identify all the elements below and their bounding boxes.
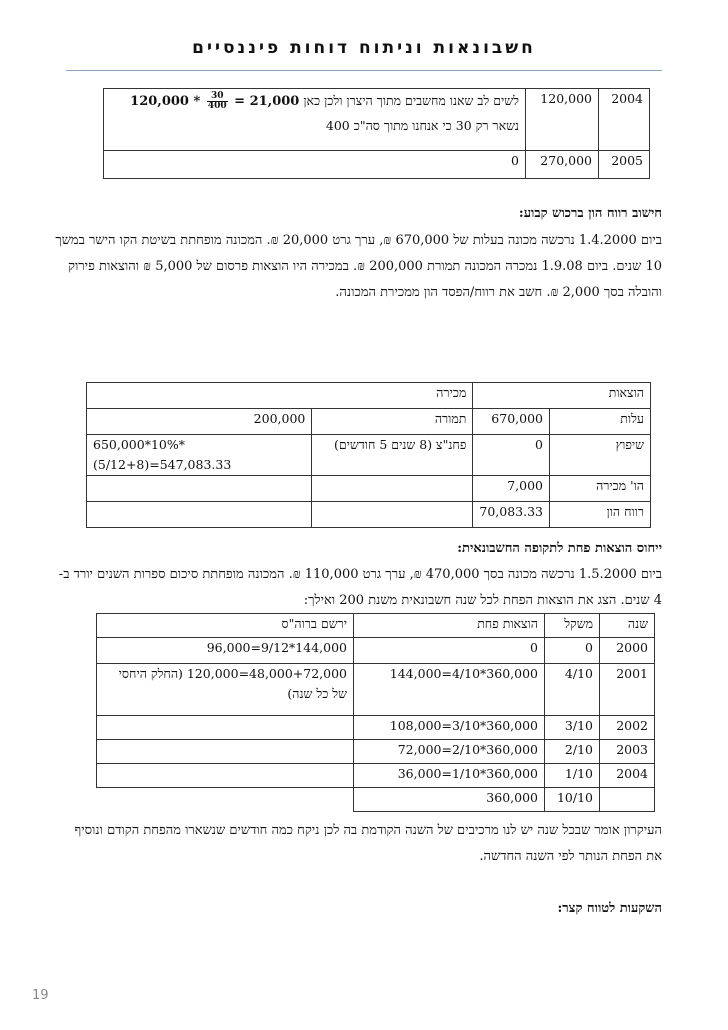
table-capital-gain — [86, 382, 651, 528]
formula-note: נשאר רק 30 כי אנחנו מתוך סה"כ 400 — [325, 118, 519, 133]
table-row — [97, 638, 655, 664]
table-cell-income-statement — [97, 740, 354, 764]
table-cell-year: 2005 — [599, 151, 650, 179]
formula-text: לשים לב שאנו מחשבים מתוך היצרן ולכן כאן — [303, 93, 519, 108]
table-cell-sale-label: תמורה — [312, 409, 473, 435]
table-header-sale: מכירה — [87, 383, 473, 409]
table-row — [97, 764, 655, 788]
table-cell-year — [600, 788, 655, 812]
table-cell-depreciation: 0 — [354, 638, 545, 664]
table-row — [104, 89, 650, 151]
table-cell-sale-value: 200,000 — [87, 409, 312, 435]
table-row — [97, 740, 655, 764]
table-row — [97, 788, 655, 812]
section-heading-depreciation: ייחוס הוצאות פחת לתקופה החשבונאית: — [457, 541, 662, 556]
section-heading-capital-gain: חישוב רווח הון ברכוש קבוע: — [518, 206, 662, 221]
paragraph-line: ביום 1.5.2000 נרכשה מכונה בסך 470,000 ₪, ערך גרט 110,000 ₪. המכונה מופחתת סיכום ספרות השנים יורד ב- — [58, 567, 662, 582]
table-cell-income-statement — [97, 764, 354, 788]
table-header-year: שנה — [600, 614, 655, 638]
table-row — [104, 151, 650, 179]
table-cell-income-statement — [97, 716, 354, 740]
section-paragraph-capital-gain — [52, 228, 662, 306]
table-header-depreciation: הוצאות פחת — [354, 614, 545, 638]
formula-math — [130, 91, 300, 111]
paragraph-line: 4 שנים. הצג את הוצאות הפחת לכל שנה חשבונאית משנת 200 ואילך: — [303, 593, 662, 608]
paragraph-line: והובלה בסך 2,000 ₪. חשב את רווח/הפסד הון ממכירת המכונה. — [335, 285, 662, 300]
table-cell-label: עלות — [550, 409, 651, 435]
table-cell-sale-label — [312, 502, 473, 528]
paragraph-line: ביום 1.4.2000 נרכשה מכונה בעלות של 670,000 ₪, ערך גרט 20,000 ₪. המכונה מופחתת בשיטת הקו הישר במשך — [55, 233, 662, 248]
header-divider — [66, 70, 662, 71]
table-cell-value: 7,000 — [473, 476, 550, 502]
table-cell-depreciation: 360,000 — [354, 788, 545, 812]
table-cell-year: 2004 — [600, 764, 655, 788]
table-cell-weight: 10/10 — [545, 788, 600, 812]
table-row — [87, 435, 651, 476]
table-depreciation-summary — [103, 88, 650, 179]
table-cell-calc: 0 — [104, 151, 526, 179]
table-row — [97, 716, 655, 740]
table-cell-depreciation: 360,000*4/10=144,000 — [354, 664, 545, 716]
table-header-weight: משקל — [545, 614, 600, 638]
table-row — [87, 383, 651, 409]
table-cell-label: רווח הון — [550, 502, 651, 528]
table-row — [87, 502, 651, 528]
table-cell-depreciation: 360,000*2/10=72,000 — [354, 740, 545, 764]
formula-fraction — [207, 92, 228, 111]
table-cell-weight: 4/10 — [545, 664, 600, 716]
table-header-expenses: הוצאות — [473, 383, 651, 409]
table-cell-year: 2000 — [600, 638, 655, 664]
table-cell-income-statement: 144,000*9/12=96,000 — [97, 638, 354, 664]
section-heading-short-term-investments: השקעות לטווח קצר: — [557, 901, 662, 916]
paragraph-line: העיקרון אומר שבכל שנה יש לנו מרכיבים של השנה הקודמת בה לכן ניקח כמה חודשים שנשארו מהפחת הקודם ונוסיף — [74, 823, 662, 838]
paragraph-line: 10 שנים. ביום 1.9.08 נמכרה המכונה תמורת 200,000 ₪. במכירה היו הוצאות פרסום של 5,000 ₪ והוצאות פירוק — [68, 259, 662, 274]
table-cell-value: 120,000 — [526, 89, 599, 151]
table-cell-year: 2001 — [600, 664, 655, 716]
table-cell-calc — [104, 89, 526, 151]
table-depreciation-by-year — [96, 613, 655, 812]
table-cell-weight: 3/10 — [545, 716, 600, 740]
table-cell-weight: 2/10 — [545, 740, 600, 764]
fraction-denominator: 400 — [207, 101, 227, 111]
table-cell-depreciation: 360,000*1/10=36,000 — [354, 764, 545, 788]
table-cell-sale-value — [87, 502, 312, 528]
table-row — [97, 614, 655, 638]
table-cell-sale-label: פחנ"צ (8 שנים 5 חודשים) — [312, 435, 473, 476]
table-row — [87, 476, 651, 502]
table-cell-value: 70,083.33 — [473, 502, 550, 528]
table-cell-depreciation: 360,000*3/10=108,000 — [354, 716, 545, 740]
table-cell-value: 670,000 — [473, 409, 550, 435]
table-cell-sale-label — [312, 476, 473, 502]
table-cell-weight: 0 — [545, 638, 600, 664]
formula-prefix: 120,000 * — [130, 94, 201, 109]
table-cell-label: הו' מכירה — [550, 476, 651, 502]
formula-result: = 21,000 — [234, 94, 300, 109]
page-number: 19 — [32, 988, 49, 1003]
table-cell-year: 2002 — [600, 716, 655, 740]
table-cell-sale-value — [87, 476, 312, 502]
table-row — [87, 409, 651, 435]
section-paragraph-depreciation — [52, 562, 662, 614]
table-cell-year: 2004 — [599, 89, 650, 151]
table-cell-label: שיפוץ — [550, 435, 651, 476]
table-cell-value: 270,000 — [526, 151, 599, 179]
table-cell-value: 0 — [473, 435, 550, 476]
fraction-numerator: 30 — [207, 92, 228, 102]
formula-line — [110, 89, 519, 114]
table-cell-income-statement: 48,000+72,000=120,000 (החלק היחסי של כל שנה) — [97, 664, 354, 716]
principle-note — [52, 818, 662, 870]
table-cell-weight: 1/10 — [545, 764, 600, 788]
table-header-income-statement: ירשם ברוה"ס — [97, 614, 354, 638]
table-cell-year: 2003 — [600, 740, 655, 764]
table-cell-sale-value: 650,000*10%*(5/12+8)=547,083.33 — [87, 435, 312, 476]
table-row — [97, 664, 655, 716]
table-cell-income-statement — [97, 788, 354, 812]
paragraph-line: את הפחת הנותר לפי השנה החדשה. — [479, 849, 662, 864]
page-header-title: חשבונאות וניתוח דוחות פיננסיים — [192, 38, 536, 58]
